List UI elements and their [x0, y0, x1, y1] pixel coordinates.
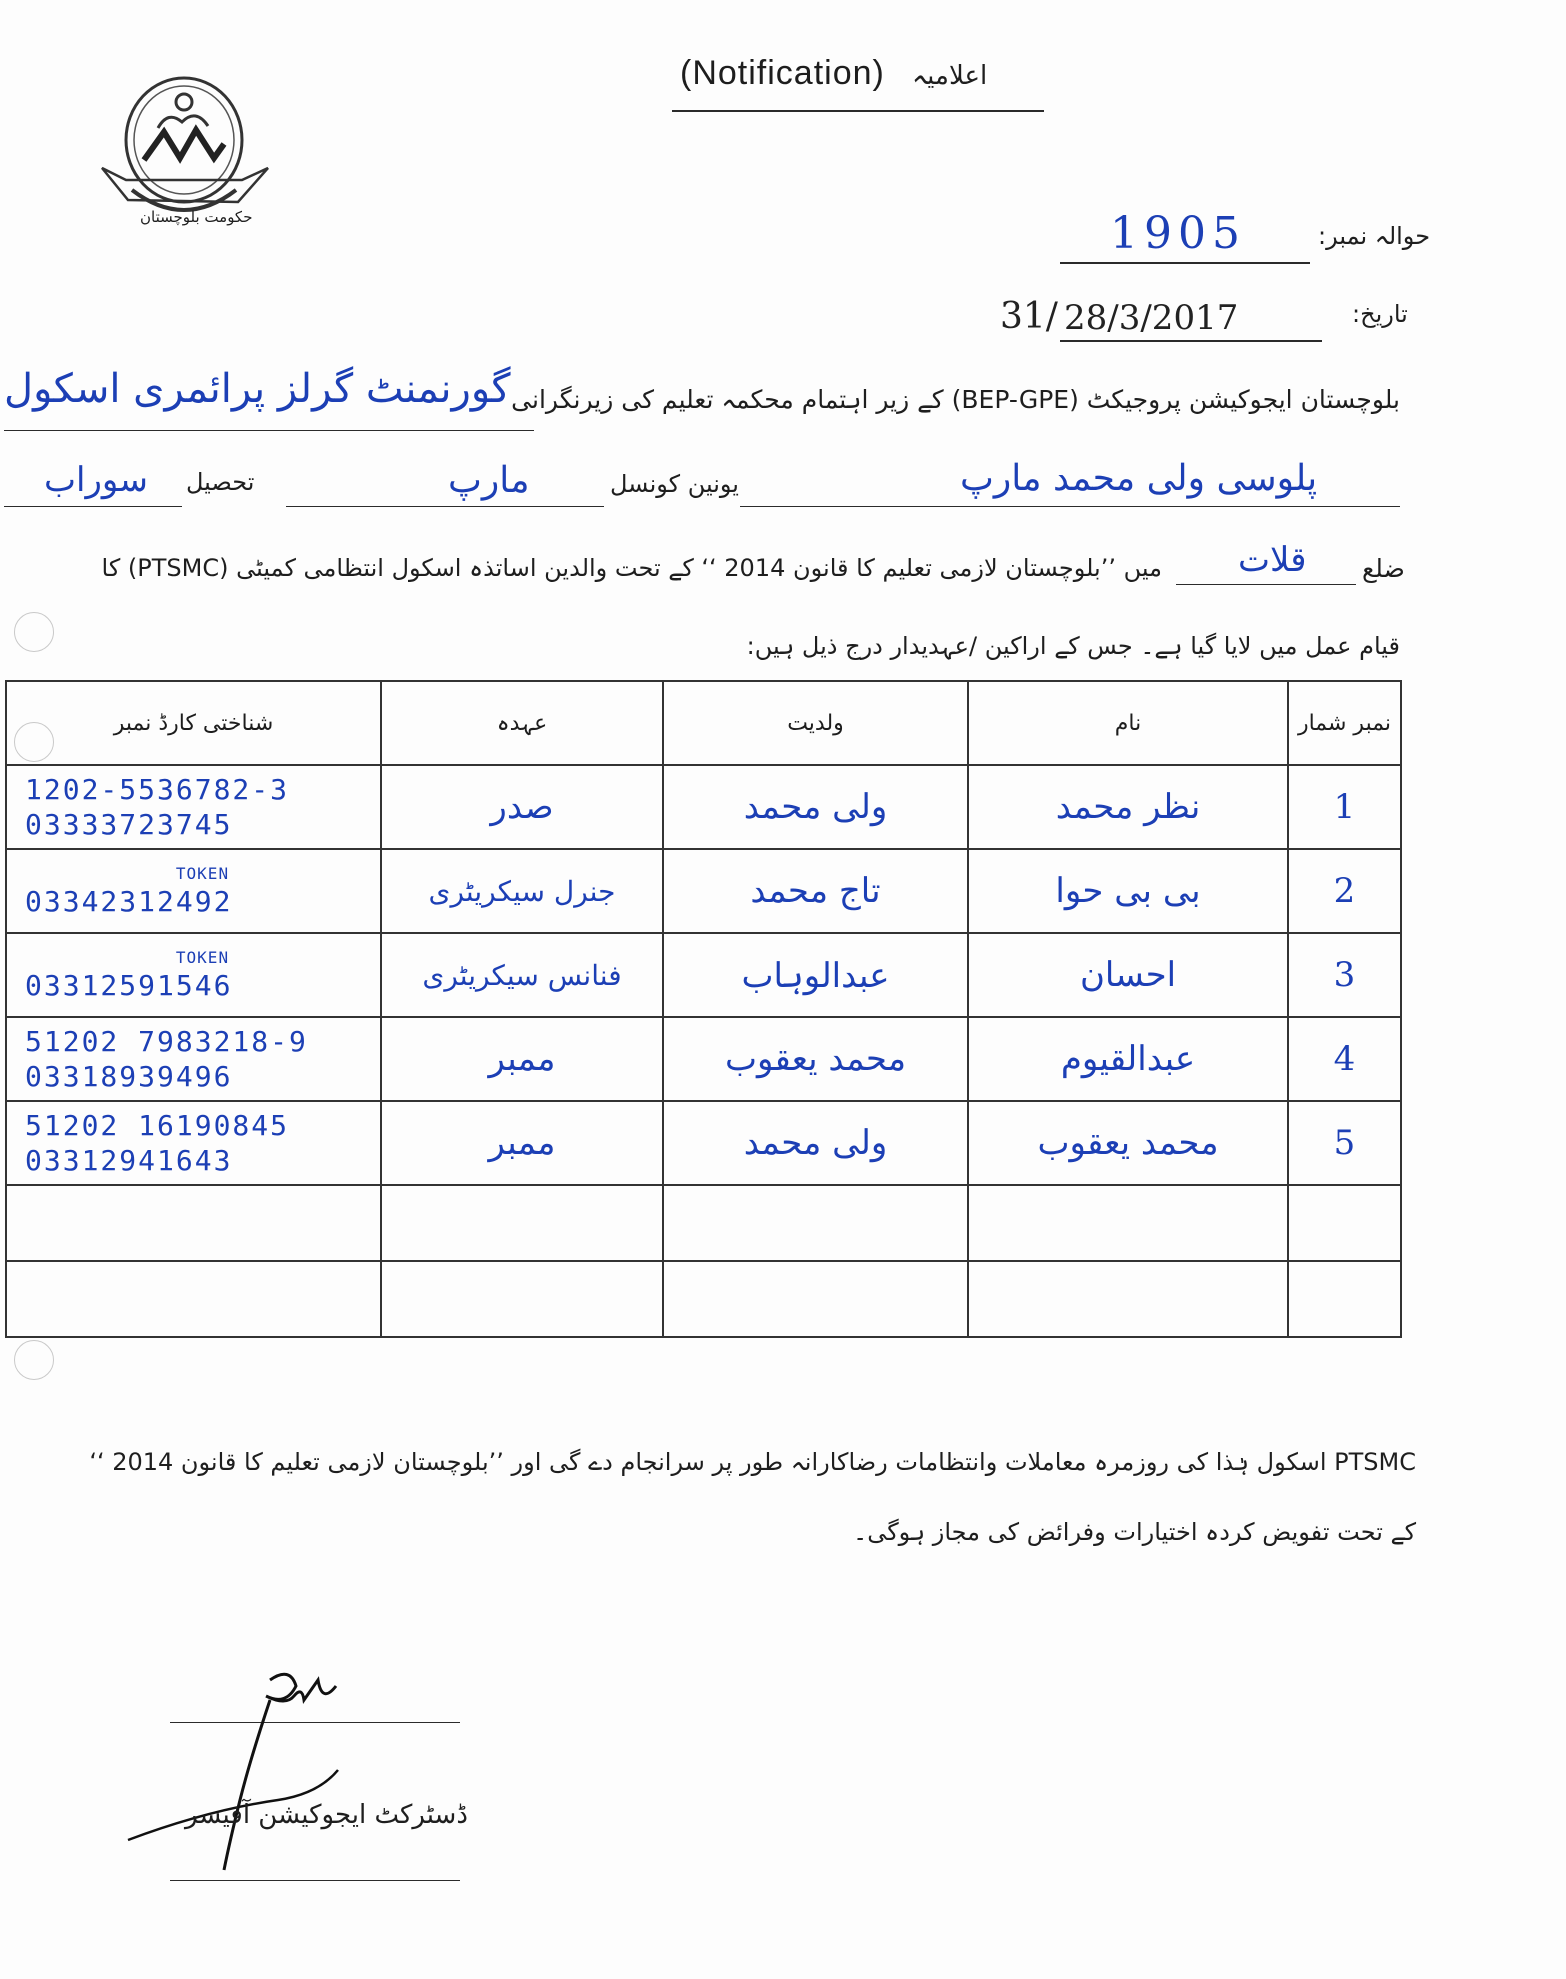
- tehsil-label: تحصیل: [186, 468, 255, 496]
- empty-cell: [663, 1185, 968, 1261]
- cnic-number: 1202-5536782-3: [25, 773, 290, 806]
- father-name-cell: محمد یعقوب: [663, 1017, 968, 1101]
- designation-cell: جنرل سیکریٹری: [381, 849, 663, 933]
- signature-title: ڈسٹرکٹ ایجوکیشن آفیسر: [185, 1800, 468, 1830]
- header-name: نام: [968, 681, 1288, 765]
- father-name-cell: ولی محمد: [663, 1101, 968, 1185]
- empty-cell: [968, 1185, 1288, 1261]
- designation-cell: ممبر: [381, 1101, 663, 1185]
- table-row: [6, 765, 1401, 849]
- table-row-empty: [6, 1261, 1401, 1337]
- father-name-cell: تاج محمد: [663, 849, 968, 933]
- serial-cell: 2: [1288, 849, 1401, 933]
- header-father-name: ولدیت: [663, 681, 968, 765]
- closing-line-1: PTSMC اسکول ہٰذا کی روزمرہ معاملات وانتظامات رضاکارانہ طور پر سرانجام دے گی اور ’’بلوچستان لازمی تعلیم کا قانون 2014 ‘‘: [89, 1448, 1416, 1476]
- committee-members-table: [5, 680, 1402, 1338]
- id-card-cell: [6, 1017, 381, 1101]
- title-underline: [672, 110, 1044, 112]
- empty-cell: [663, 1261, 968, 1337]
- village-fill: پلوسی ولی محمد مارپ: [960, 458, 1318, 499]
- empty-cell: [6, 1185, 381, 1261]
- header-id-card: شناختی کارڈ نمبر: [6, 681, 381, 765]
- tehsil-fill: سوراب: [44, 460, 148, 500]
- id-card-cell: [6, 1101, 381, 1185]
- name-cell: احسان: [968, 933, 1288, 1017]
- handwritten-signature: [120, 1660, 440, 1890]
- union-council-label: یونین کونسل: [610, 470, 739, 498]
- title-english: (Notification): [680, 54, 885, 92]
- punch-hole-artifact: [14, 612, 54, 652]
- district-underline: [1176, 584, 1356, 585]
- table-row: [6, 1101, 1401, 1185]
- body-line-1: بلوچستان ایجوکیشن پروجیکٹ (BEP-GPE) کے زیر اہتمام محکمہ تعلیم کی زیرنگرانی: [511, 385, 1400, 414]
- serial-cell: 1: [1288, 765, 1401, 849]
- punch-hole-artifact: [14, 1340, 54, 1380]
- serial-cell: 3: [1288, 933, 1401, 1017]
- emblem-caption: حکومت بلوچستان: [140, 208, 253, 226]
- name-cell: نظر محمد: [968, 765, 1288, 849]
- phone-number: 03342312492: [25, 884, 233, 918]
- reference-underline: [1060, 262, 1310, 264]
- table-row: [6, 933, 1401, 1017]
- phone-number: 03312941643: [25, 1144, 233, 1177]
- union-council-underline: [286, 506, 604, 507]
- empty-cell: [381, 1261, 663, 1337]
- designation-cell: صدر: [381, 765, 663, 849]
- empty-cell: [6, 1261, 381, 1337]
- date-value: 28/3/2017: [1064, 298, 1239, 338]
- phone-number: 03333723745: [25, 808, 233, 841]
- id-card-cell: [6, 933, 381, 1017]
- designation-cell: ممبر: [381, 1017, 663, 1101]
- header-serial: نمبر شمار: [1288, 681, 1401, 765]
- school-name-fill: گورنمنٹ گرلز پرائمری اسکول: [4, 366, 511, 412]
- government-emblem: [62, 40, 302, 240]
- table-header-row: [6, 681, 1401, 765]
- token-note: TOKEN: [175, 947, 230, 967]
- name-cell: بی بی حوا: [968, 849, 1288, 933]
- date-prefix: 31/: [1000, 296, 1058, 337]
- district-label: ضلع: [1362, 554, 1405, 583]
- id-card-cell: [6, 849, 381, 933]
- school-name-underline: [4, 430, 534, 431]
- serial-cell: 4: [1288, 1017, 1401, 1101]
- father-name-cell: عبدالوہاب: [663, 933, 968, 1017]
- cnic-number: 51202 7983218-9: [25, 1025, 308, 1058]
- union-council-fill: مارپ: [448, 460, 530, 501]
- name-cell: محمد یعقوب: [968, 1101, 1288, 1185]
- signature-bottom-rule: [170, 1880, 460, 1881]
- empty-cell: [968, 1261, 1288, 1337]
- page-title: [680, 54, 1040, 106]
- cnic-number: 51202 16190845: [25, 1109, 290, 1142]
- empty-cell: [1288, 1261, 1401, 1337]
- empty-cell: [381, 1185, 663, 1261]
- phone-number: 03312591546: [25, 968, 233, 1002]
- name-cell: عبدالقیوم: [968, 1017, 1288, 1101]
- id-card-cell: [6, 765, 381, 849]
- body-line-4: قیام عمل میں لایا گیا ہے۔ جس کے اراکین /عہدیدار درج ذیل ہیں:: [746, 632, 1400, 660]
- header-designation: عہدہ: [381, 681, 663, 765]
- reference-label: حوالہ نمبر:: [1318, 222, 1431, 250]
- table-row-empty: [6, 1185, 1401, 1261]
- village-underline: [740, 506, 1400, 507]
- date-label: تاریخ:: [1352, 300, 1408, 328]
- reference-number: 1905: [1110, 208, 1246, 259]
- title-urdu: اعلامیہ: [911, 61, 988, 91]
- tehsil-underline: [4, 506, 182, 507]
- phone-number: 03318939496: [25, 1060, 233, 1093]
- district-fill: قلات: [1238, 540, 1307, 580]
- designation-cell: فنانس سیکریٹری: [381, 933, 663, 1017]
- closing-line-2: کے تحت تفویض کردہ اختیارات وفرائض کی مجاز ہوگی۔: [853, 1518, 1416, 1546]
- table-row: [6, 1017, 1401, 1101]
- empty-cell: [1288, 1185, 1401, 1261]
- body-line-3: میں ’’بلوچستان لازمی تعلیم کا قانون 2014 ‘‘ کے تحت والدین اساتذہ اسکول انتظامی کمیٹی (PTSMC) کا: [101, 554, 1162, 582]
- serial-cell: 5: [1288, 1101, 1401, 1185]
- father-name-cell: ولی محمد: [663, 765, 968, 849]
- token-note: TOKEN: [175, 863, 230, 883]
- date-underline: [1060, 340, 1322, 342]
- table-row: [6, 849, 1401, 933]
